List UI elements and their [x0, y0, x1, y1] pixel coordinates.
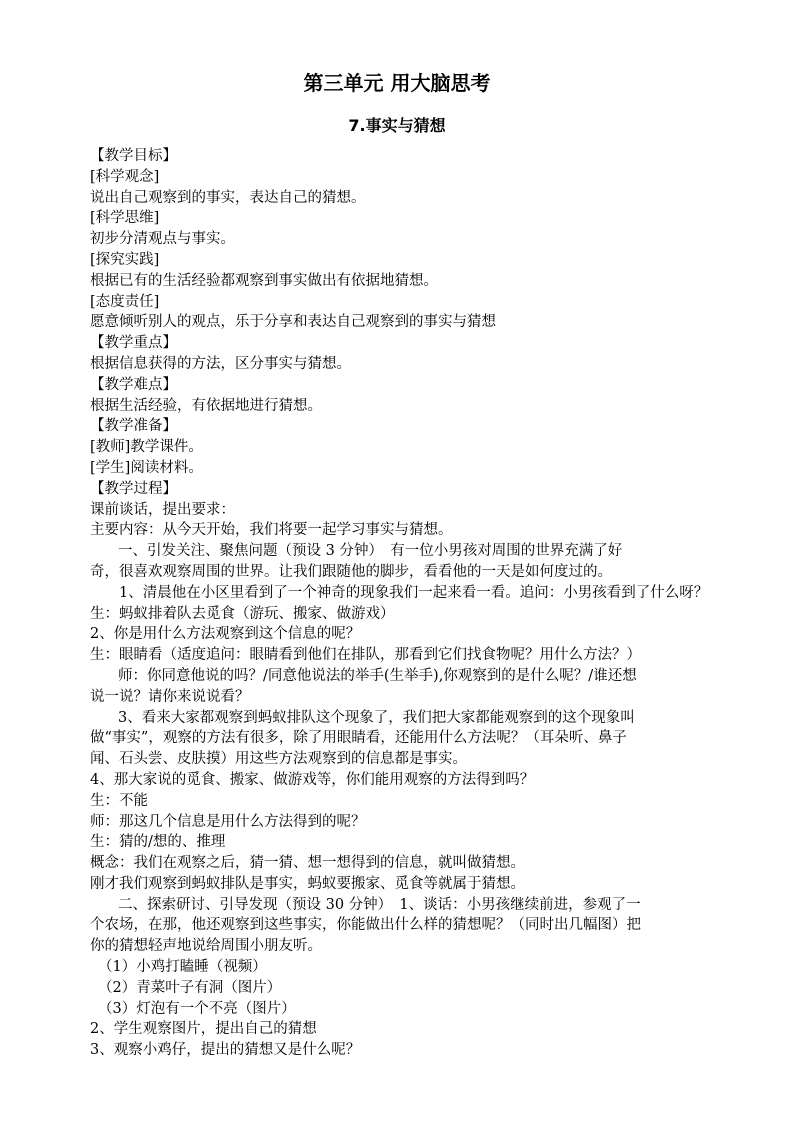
- paragraph: 4、那大家说的觅食、搬家、做游戏等，你们能用观察的方法得到吗？: [90, 771, 535, 788]
- subheading-attitude: [态度责任]: [90, 293, 160, 310]
- paragraph: [教师]教学课件。: [90, 439, 203, 456]
- paragraph: 愿意倾听别人的观点，乐于分享和表达自己观察到的事实与猜想: [90, 314, 496, 331]
- paragraph: 课前谈话，提出要求：: [90, 501, 235, 518]
- paragraph: 根据已有的生活经验都观察到事实做出有依据地猜想。: [90, 272, 438, 289]
- paragraph: 3、观察小鸡仔，提出的猜想又是什么呢？: [90, 1042, 361, 1059]
- paragraph-section-one: 一、引发关注、聚焦问题（预设 3 分钟） 有一位小男孩对周围的世界充满了好奇，很喜欢观察周围的世界。让我们跟随他的脚步，看看他的一天是如何度过的。: [90, 543, 623, 580]
- paragraph: 根据生活经验，有依据地进行猜想。: [90, 397, 322, 414]
- paragraph: 刚才我们观察到蚂蚁排队是事实，蚂蚁要搬家、觅食等就属于猜想。: [90, 875, 525, 892]
- student-answer: 生：不能: [90, 792, 148, 809]
- teacher-question: 师：你同意他说的吗？/同意他说法的举手(生举手),你观察到的是什么呢？/谁还想说一说？请你来说说看？: [90, 667, 637, 705]
- paragraph-observation: 3、看来大家都观察到蚂蚁排队这个现象了，我们把大家都能观察到的这个现象叫做“事实”，观察的方法有很多，除了用眼睛看，还能用什么方法呢？（耳朵听、鼻子闻、石头尝、皮肤摸）用这些方法观察到的信息都是事实。: [90, 709, 635, 768]
- teacher-question: 师：那这几个信息是用什么方法得到的呢？: [90, 813, 366, 830]
- concept-definition: 概念：我们在观察之后，猜一猜、想一想得到的信息，就叫做猜想。: [90, 855, 525, 872]
- list-item: （3）灯泡有一个不亮（图片）: [98, 1000, 296, 1017]
- paragraph: 主要内容：从今天开始，我们将要一起学习事实与猜想。: [90, 522, 453, 539]
- paragraph: [学生]阅读材料。: [90, 459, 203, 476]
- list-item: （1）小鸡打瞌睡（视频）: [98, 959, 267, 976]
- paragraph-section-two: 二、探索研讨、引导发现（预设 30 分钟） 1、谈话：小男孩继续前进，参观了一个农场，在那，他还观察到这些事实，你能做出什么样的猜想呢？（同时出几幅图）把你的猜想轻声地说给周围小朋友听。: [90, 896, 641, 955]
- heading-key-points: 【教学重点】: [90, 335, 177, 352]
- document-body: [90, 146, 740, 1061]
- paragraph: 说出自己观察到的事实，表达自己的猜想。: [90, 189, 366, 206]
- heading-preparation: 【教学准备】: [90, 418, 177, 435]
- paragraph: 2、你是用什么方法观察到这个信息的呢？: [90, 626, 361, 643]
- heading-process: 【教学过程】: [90, 480, 177, 497]
- subheading-science-concept: [科学观念]: [90, 168, 160, 185]
- paragraph: 根据信息获得的方法，区分事实与猜想。: [90, 355, 351, 372]
- heading-teaching-goals: 【教学目标】: [90, 148, 177, 164]
- list-item: （2）青菜叶子有洞（图片）: [98, 979, 282, 996]
- heading-difficulties: 【教学难点】: [90, 376, 177, 393]
- subheading-science-thinking: [科学思维]: [90, 210, 160, 227]
- paragraph: 1、清晨他在小区里看到了一个神奇的现象我们一起来看一看。追问：小男孩看到了什么呀？: [119, 584, 709, 601]
- paragraph: 2、学生观察图片，提出自己的猜想: [90, 1021, 317, 1038]
- student-answer: 生：蚂蚁排着队去觅食（游玩、搬家、做游戏）: [90, 605, 395, 622]
- student-answer: 生：眼睛看（适度追问：眼睛看到他们在排队，那看到它们找食物呢？用什么方法？）: [90, 647, 641, 664]
- lesson-title: 7.事实与猜想: [348, 116, 446, 135]
- subheading-inquiry-practice: [探究实践]: [90, 251, 160, 268]
- paragraph: 初步分清观点与事实。: [90, 231, 235, 248]
- student-answer: 生：猜的/想的、推理: [90, 834, 226, 851]
- unit-title: 第三单元 用大脑思考: [303, 71, 491, 95]
